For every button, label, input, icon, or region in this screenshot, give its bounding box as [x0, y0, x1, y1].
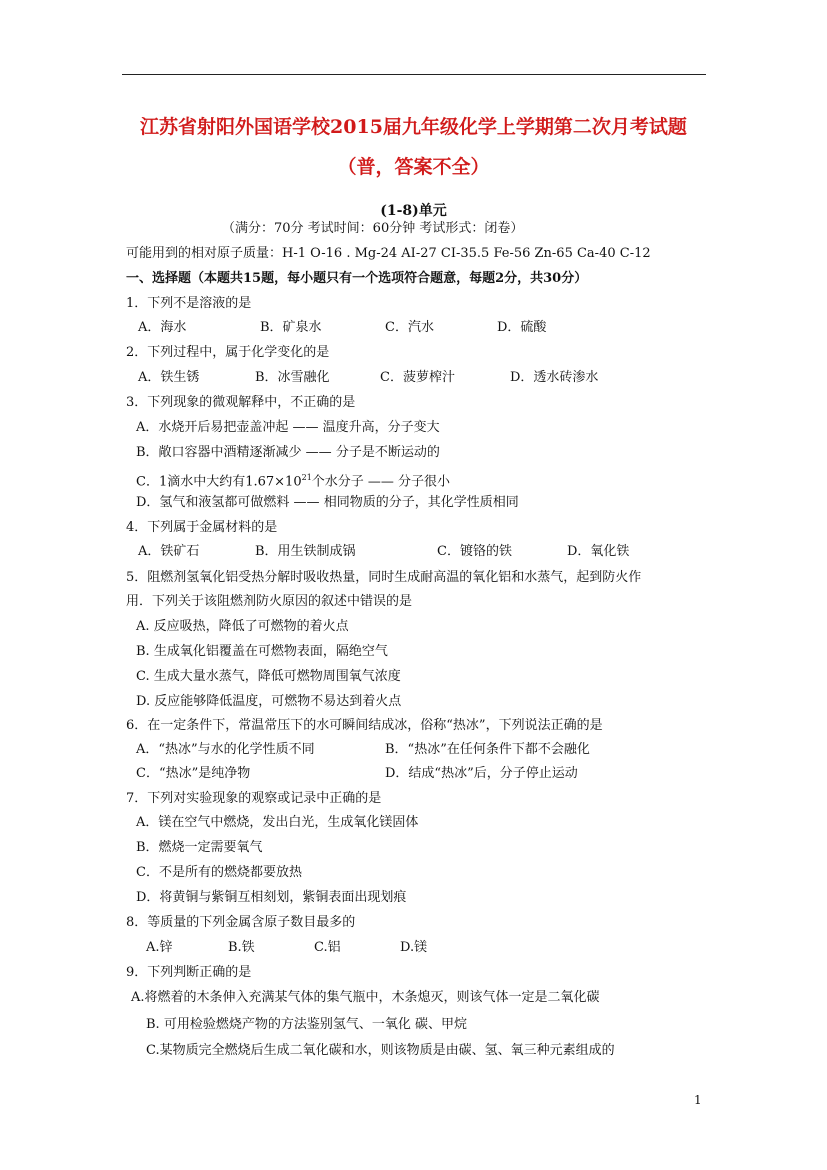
question-6-option-a: A．“热冰”与水的化学性质不同 — [136, 742, 315, 757]
unit-label: (1-8)单元 — [380, 203, 447, 219]
question-5-option-a: A. 反应吸热，降低了可燃物的着火点 — [136, 619, 349, 634]
question-3-option-c-text: C．1滴水中大约有1.67×10 — [136, 474, 302, 490]
section-heading: 一、选择题（本题共15题，每小题只有一个选项符合题意，每题2分，共30分） — [126, 271, 588, 286]
question-4-option-b: B．用生铁制成锅 — [255, 544, 356, 559]
question-4-stem: 4．下列属于金属材料的是 — [126, 520, 278, 535]
question-8-option-b: B.铁 — [228, 940, 255, 955]
question-9-option-a: A.将燃着的木条伸入充满某气体的集气瓶中，木条熄灭，则该气体一定是二氧化碳 — [131, 990, 600, 1005]
question-7-option-a: A．镁在空气中燃烧，发出白光，生成氧化镁固体 — [136, 815, 419, 830]
question-6-option-d: D．结成“热冰”后，分子停止运动 — [385, 766, 578, 781]
question-1-option-a: A．海水 — [138, 320, 187, 335]
atomic-masses: 可能用到的相对原子质量：H-1 O-16 . Mg-24 AI-27 CI-35.5 Fe-56 Zn-65 Ca-40 C-12 — [126, 246, 651, 261]
question-2-option-c: C．菠萝榨汁 — [380, 370, 455, 385]
question-1-option-d: D．硫酸 — [497, 320, 547, 335]
question-7-option-b: B．燃烧一定需要氧气 — [136, 840, 263, 855]
document-title: 江苏省射阳外国语学校2015届九年级化学上学期第二次月考试题 — [140, 116, 687, 138]
question-3-option-b: B．敞口容器中酒精逐渐减少 —— 分子是不断运动的 — [136, 445, 440, 460]
question-8-option-a: A.锌 — [146, 940, 173, 955]
question-5-option-d: D. 反应能够降低温度，可燃物不易达到着火点 — [136, 694, 402, 709]
question-1-stem: 1．下列不是溶液的是 — [126, 296, 252, 311]
question-6-option-b: B．“热冰”在任何条件下都不会融化 — [385, 742, 590, 757]
question-8-stem: 8．等质量的下列金属含原子数目最多的 — [126, 915, 356, 930]
question-7-option-c: C．不是所有的燃烧都要放热 — [136, 865, 302, 880]
question-4-option-d: D．氧化铁 — [567, 544, 630, 559]
question-2-option-d: D．透水砖渗水 — [510, 370, 599, 385]
question-5-stem: 5．阻燃剂氢氧化铝受热分解时吸收热量，同时生成耐高温的氧化铝和水蒸气，起到防火作 — [126, 570, 642, 585]
exam-info: （满分：70分 考试时间：60分钟 考试形式：闭卷） — [222, 221, 524, 236]
question-9-option-b: B. 可用检验燃烧产物的方法鉴别氢气、一氧化 碳、甲烷 — [146, 1017, 467, 1032]
question-3-option-c — [136, 469, 450, 491]
question-9-option-c: C.某物质完全燃烧后生成二氧化碳和水，则该物质是由碳、氢、氧三种元素组成的 — [146, 1043, 615, 1058]
question-5-stem-cont: 用．下列关于该阻燃剂防火原因的叙述中错误的是 — [126, 594, 413, 609]
question-2-option-a: A．铁生锈 — [138, 370, 200, 385]
question-5-option-b: B. 生成氧化铝覆盖在可燃物表面，隔绝空气 — [136, 644, 388, 659]
question-5-option-c: C. 生成大量水蒸气，降低可燃物周围氧气浓度 — [136, 669, 401, 684]
question-3-option-a: A．水烧开后易把壶盖冲起 —— 温度升高，分子变大 — [136, 420, 440, 435]
question-6-option-c: C．“热冰”是纯净物 — [136, 766, 251, 781]
question-1-option-c: C．汽水 — [385, 320, 434, 335]
question-7-option-d: D．将黄铜与紫铜互相刻划，紫铜表面出现划痕 — [136, 890, 407, 905]
question-8-option-d: D.镁 — [400, 940, 428, 955]
question-4-option-a: A．铁矿石 — [138, 544, 200, 559]
document-subtitle: （普，答案不全） — [337, 156, 490, 178]
question-9-stem: 9．下列判断正确的是 — [126, 965, 252, 980]
question-3-option-c-rest: 个水分子 —— 分子很小 — [311, 474, 451, 490]
question-3-stem: 3．下列现象的微观解释中，不正确的是 — [126, 395, 356, 410]
question-6-stem: 6．在一定条件下，常温常压下的水可瞬间结成冰，俗称“热冰”，下列说法正确的是 — [126, 718, 603, 733]
exponent: 21 — [301, 473, 312, 482]
header-rule — [122, 74, 706, 75]
question-7-stem: 7．下列对实验现象的观察或记录中正确的是 — [126, 791, 382, 806]
question-2-option-b: B．冰雪融化 — [255, 370, 330, 385]
page-number: 1 — [694, 1093, 702, 1107]
question-1-option-b: B．矿泉水 — [260, 320, 322, 335]
question-4-option-c: C．镀铬的铁 — [437, 544, 512, 559]
question-3-option-d: D．氢气和液氢都可做燃料 —— 相同物质的分子，其化学性质相同 — [136, 495, 519, 510]
question-2-stem: 2．下列过程中，属于化学变化的是 — [126, 345, 330, 360]
question-8-option-c: C.铝 — [314, 940, 341, 955]
